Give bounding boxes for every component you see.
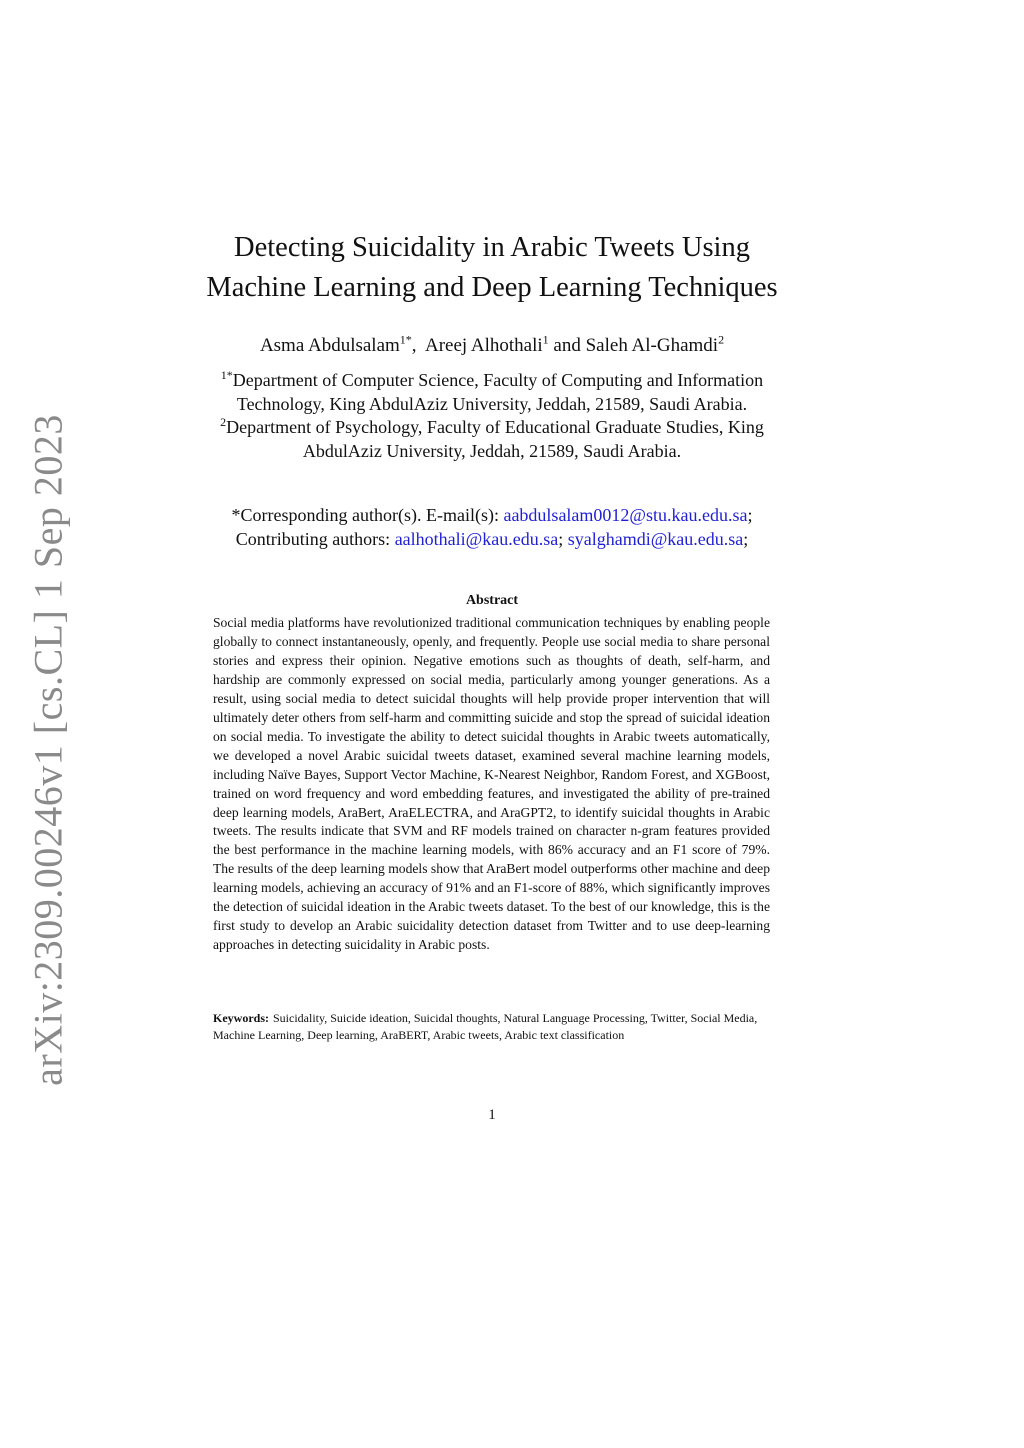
affiliation-mark: 2	[220, 415, 227, 429]
contributing-email-link-2[interactable]: syalghamdi@kau.edu.sa	[567, 529, 744, 549]
abstract-text: Social media platforms have revolutionized traditional communication techniques by enabling people globally to connect instantaneously, openly, and frequently. People use social media to share personal stories and express their opinion. Negative emotions such as thoughts of death, self-harm, and hardship are commonly expressed on social media, particularly among younger generations. As a result, using social media to detect suicidal thoughts will help provide proper intervention that will ultimately deter others from self-harm and committing suicide and stop the spread of suicidal ideation on social media. To investigate the ability to detect suicidal thoughts in Arabic tweets automatically, we developed a novel Arabic suicidal tweets dataset, examined several machine learning models, including Naïve Bayes, Support Vector Machine, K-Nearest Neighbor, Random Forest, and XGBoost, trained on word frequency and word embedding features, and investigated the ability of pre-trained deep learning models, AraBert, AraELECTRA, and AraGPT2, to identify suicidal thoughts in Arabic tweets. The results indicate that SVM and RF models trained on character n-gram features provided the best performance in the machine learning models, with 86% accuracy and an F1 score of 79%. The results of the deep learning models show that AraBert model outperforms other machine and deep learning models, achieving an accuracy of 91% and an F1-score of 88%, which significantly improves the detection of suicidal ideation in the Arabic tweets dataset. To the best of our knowledge, this is the first study to develop an Arabic suicidality detection dataset from Twitter and to use deep-learning approaches in detecting suicidality in Arabic posts.	[213, 615, 770, 953]
paper-title	[150, 228, 834, 308]
affiliation-2	[180, 416, 804, 463]
author-affiliation-mark: 2	[718, 332, 725, 347]
author-separator: ,	[411, 335, 425, 356]
contributing-email-link-1[interactable]: aalhothali@kau.edu.sa	[394, 529, 559, 549]
keywords-block	[213, 1010, 770, 1044]
author-list	[150, 333, 834, 359]
keywords-label: Keywords:	[213, 1011, 269, 1025]
affiliation-1	[180, 369, 804, 416]
author-separator: and	[548, 335, 586, 356]
author-name: Asma Abdulsalam	[259, 335, 400, 356]
abstract-heading: Abstract	[465, 593, 519, 608]
keywords-text: Suicidality, Suicide ideation, Suicidal thoughts, Natural Language Processing, Twitter, Social Media, Machine Learning, Deep learning, AraBERT, Arabic tweets, Arabic text classification	[213, 1011, 758, 1042]
affiliation-text: Department of Psychology, Faculty of Educational Graduate Studies, King AbdulAziz University, Jeddah, 21589, Saudi Arabia.	[226, 417, 764, 461]
arxiv-identifier-stamp: arXiv:2309.00246v1 [cs.CL] 1 Sep 2023	[25, 414, 71, 1086]
email-separator: ;	[558, 529, 568, 549]
corresponding-email-link[interactable]: aabdulsalam0012@stu.kau.edu.sa	[503, 505, 748, 525]
email-terminator: ;	[747, 505, 753, 525]
title-line-2: Machine Learning and Deep Learning Techniques	[206, 272, 778, 303]
corresponding-author-line	[150, 503, 834, 527]
correspondence-block	[150, 503, 834, 551]
author-name: Areej Alhothali	[425, 335, 543, 356]
corresponding-label: *Corresponding author(s). E-mail(s):	[231, 505, 504, 525]
affiliation-text: Department of Computer Science, Faculty of Computing and Information Technology, King AbdulAziz University, Jeddah, 21589, Saudi Arabia.	[232, 370, 764, 414]
author-affiliation-mark: 1*	[399, 332, 412, 347]
author-affiliation-mark: 1	[542, 332, 549, 347]
page-number: 1	[488, 1107, 496, 1123]
affiliation-mark: 1*	[220, 368, 233, 382]
author-name: Saleh Al-Ghamdi	[585, 335, 719, 356]
contributing-label: Contributing authors:	[235, 529, 395, 549]
affiliation-block	[180, 369, 804, 463]
email-terminator: ;	[743, 529, 749, 549]
contributing-authors-line	[150, 527, 834, 551]
title-line-1: Detecting Suicidality in Arabic Tweets Using	[234, 232, 750, 263]
